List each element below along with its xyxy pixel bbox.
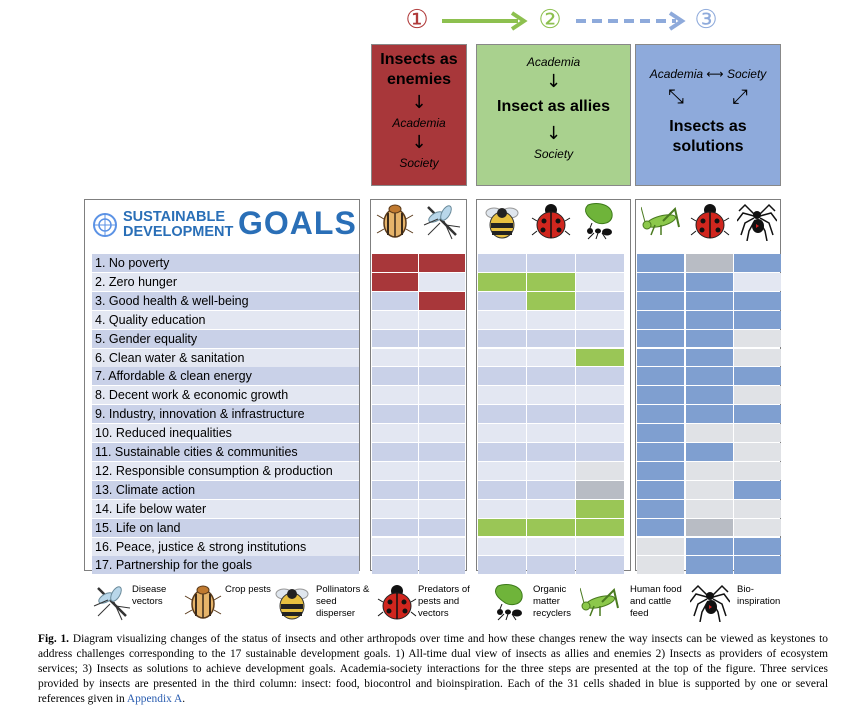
matrix-cell [527, 443, 575, 461]
matrix-cell [734, 330, 781, 348]
matrix-cell [686, 519, 733, 537]
matrix-cell [372, 254, 418, 272]
matrix-cell [419, 538, 465, 556]
matrix-cell [478, 462, 526, 480]
panel-insects-as-allies [476, 44, 631, 186]
matrix-cell [478, 538, 526, 556]
matrix-cell [637, 462, 684, 480]
matrix-cell [478, 556, 526, 574]
panel1-title: Insects as enemies [380, 51, 458, 88]
matrix-cell [527, 292, 575, 310]
matrix-cell [686, 443, 733, 461]
goal-row: 1. No poverty [92, 254, 359, 272]
matrix-cell [419, 292, 465, 310]
matrix-cell [478, 273, 526, 291]
matrix-cell [527, 311, 575, 329]
matrix-cell [527, 349, 575, 367]
potato-beetle-icon [183, 582, 223, 627]
matrix-cell [527, 367, 575, 385]
sdg-logo-goals: GOALS [238, 205, 357, 241]
matrix-cell [734, 386, 781, 404]
caption-end: . [182, 693, 186, 705]
matrix-cell [686, 254, 733, 272]
sdg-logo-line2: DEVELOPMENT [123, 224, 234, 240]
matrix-cell [734, 500, 781, 518]
ladybird-icon [527, 201, 575, 249]
panel-insects-as-solutions [635, 44, 781, 186]
matrix-cell [734, 292, 781, 310]
goal-row: 6. Clean water & sanitation [92, 349, 359, 367]
matrix-cell [734, 405, 781, 423]
matrix-cell [686, 481, 733, 499]
matrix-cell [686, 386, 733, 404]
matrix-cell [527, 424, 575, 442]
legend-label: Crop pests [225, 584, 271, 595]
spider-icon [734, 201, 779, 249]
matrix-cell [686, 462, 733, 480]
matrix-cell [372, 349, 418, 367]
goal-row: 2. Zero hunger [92, 273, 359, 291]
ladybird-icon [686, 201, 733, 249]
matrix-cell [478, 386, 526, 404]
matrix-cell [686, 556, 733, 574]
matrix-cell [372, 311, 418, 329]
solid-arrow-icon [440, 10, 532, 32]
matrix-cell [637, 500, 684, 518]
matrix-cell [372, 367, 418, 385]
bumblebee-icon [272, 582, 312, 627]
panel2-academia: Academia [526, 55, 581, 69]
potato-beetle-icon [372, 201, 418, 249]
matrix-cell [576, 443, 624, 461]
goal-row: 13. Climate action [92, 481, 359, 499]
matrix-cell [576, 481, 624, 499]
goal-row: 5. Gender equality [92, 330, 359, 348]
matrix-cell [686, 330, 733, 348]
goal-row: 11. Sustainable cities & communities [92, 443, 359, 461]
matrix-cell [372, 519, 418, 537]
matrix-cell [372, 292, 418, 310]
matrix-cell [419, 500, 465, 518]
sdg-logo-line1: SUSTAINABLE [123, 209, 226, 225]
goal-row: 15. Life on land [92, 519, 359, 537]
panel3-title-line2: solutions [672, 138, 744, 155]
matrix-cell [576, 254, 624, 272]
matrix-cell [734, 367, 781, 385]
ladybird-icon [377, 582, 417, 627]
matrix-cell [527, 254, 575, 272]
step-3-marker: ③ [694, 5, 718, 35]
matrix-cell [478, 500, 526, 518]
matrix-cell [734, 462, 781, 480]
matrix-cell [637, 349, 684, 367]
matrix-cell [419, 424, 465, 442]
matrix-cell [419, 481, 465, 499]
panel2-society: Society [533, 147, 574, 161]
goal-row: 10. Reduced inequalities [92, 424, 359, 442]
matrix-cell [478, 311, 526, 329]
matrix-cell [372, 424, 418, 442]
matrix-cell [478, 254, 526, 272]
matrix-cell [419, 556, 465, 574]
matrix-cell [637, 481, 684, 499]
matrix-cell [576, 273, 624, 291]
matrix-cell [372, 556, 418, 574]
matrix-cell [686, 424, 733, 442]
matrix-cell [734, 481, 781, 499]
goal-row: 9. Industry, innovation & infrastructure [92, 405, 359, 423]
matrix-cell [527, 386, 575, 404]
goal-row: 4. Quality education [92, 311, 359, 329]
matrix-cell [576, 462, 624, 480]
matrix-cell [576, 330, 624, 348]
legend-label: Bio-inspiration [737, 584, 781, 607]
matrix-cell [419, 405, 465, 423]
matrix-cell [478, 292, 526, 310]
matrix-cell [372, 330, 418, 348]
panel3-title-line1: Insects as [669, 118, 747, 135]
matrix-cell [686, 273, 733, 291]
diagonal-arrow-icon: ⤢ [732, 84, 748, 108]
matrix-cell [527, 462, 575, 480]
grasshopper-icon [637, 201, 684, 249]
matrix-cell [372, 273, 418, 291]
legend-label: Organic matter recyclers [533, 584, 572, 619]
matrix-cell [637, 538, 684, 556]
caption-text: Diagram visualizing changes of the status of insects and other arthropods over time and how these changes renew the way insects can be viewed as keystones to address challenges corresponding to the 17 sustainable development goals. 1) All-time dual view of insects as allies and enemies 2) Insects as providers of ecosystem services; 3) Insects as solutions to achieve development goals. Academia-society interactions for the three steps are presented at the top of the figure. Three services provided by insects are presented in the third column: insect: food, biocontrol and bioinspiration. Each of the 31 cells shaded in blue is supported by one or several references given in [38, 633, 828, 705]
matrix-cell [419, 349, 465, 367]
matrix-cell [576, 556, 624, 574]
matrix-cell [637, 311, 684, 329]
panel2-title: Insect as allies [497, 98, 610, 115]
matrix-cell [576, 349, 624, 367]
matrix-cell [686, 367, 733, 385]
matrix-cell [527, 273, 575, 291]
legend-label: Human food and cattle feed [630, 584, 682, 619]
matrix-cell [419, 254, 465, 272]
goal-row: 12. Responsible consumption & production [92, 462, 359, 480]
matrix-cell [637, 254, 684, 272]
caption-label: Fig. 1. [38, 633, 70, 645]
matrix-cell [478, 330, 526, 348]
ant-leaf-icon [490, 582, 530, 627]
matrix-cell [637, 292, 684, 310]
matrix-cell [372, 481, 418, 499]
grasshopper-icon [580, 582, 620, 627]
matrix-cell [478, 519, 526, 537]
matrix-cell [419, 330, 465, 348]
matrix-cell [576, 519, 624, 537]
matrix-cell [734, 538, 781, 556]
matrix-cell [419, 386, 465, 404]
matrix-cell [419, 519, 465, 537]
matrix-cell [734, 424, 781, 442]
matrix-cell [576, 292, 624, 310]
matrix-cell [527, 405, 575, 423]
ant-leaf-icon [576, 201, 624, 249]
matrix-cell [478, 367, 526, 385]
un-emblem-icon [92, 212, 118, 243]
diagonal-arrow-icon: ⤡ [668, 84, 684, 108]
goal-row: 17. Partnership for the goals [92, 556, 359, 574]
matrix-cell [686, 311, 733, 329]
matrix-cell [734, 443, 781, 461]
legend-label: Disease vectors [132, 584, 167, 607]
spider-icon [690, 582, 730, 627]
matrix-cell [637, 519, 684, 537]
goal-row: 14. Life below water [92, 500, 359, 518]
matrix-cell [372, 500, 418, 518]
legend-label: Pollinators & seed disperser [316, 584, 370, 619]
matrix-cell [372, 386, 418, 404]
matrix-cell [686, 349, 733, 367]
step-2-marker: ② [538, 5, 562, 35]
matrix-cell [576, 386, 624, 404]
panel1-society: Society [399, 156, 439, 170]
matrix-cell [372, 538, 418, 556]
step-1-marker: ① [405, 5, 429, 35]
matrix-cell [527, 481, 575, 499]
matrix-cell [734, 556, 781, 574]
matrix-cell [419, 462, 465, 480]
matrix-cell [734, 349, 781, 367]
matrix-cell [686, 292, 733, 310]
matrix-cell [637, 424, 684, 442]
matrix-cell [637, 386, 684, 404]
matrix-cell [576, 424, 624, 442]
matrix-cell [576, 538, 624, 556]
matrix-cell [419, 443, 465, 461]
matrix-cell [478, 405, 526, 423]
matrix-cell [478, 349, 526, 367]
matrix-cell [478, 443, 526, 461]
matrix-cell [527, 330, 575, 348]
matrix-cell [478, 481, 526, 499]
dashed-arrow-icon [572, 10, 690, 32]
matrix-cell [478, 424, 526, 442]
matrix-cell [637, 367, 684, 385]
matrix-cell [527, 538, 575, 556]
down-arrow-icon: ↓ [411, 92, 427, 113]
matrix-cell [637, 273, 684, 291]
down-arrow-icon: ↓ [545, 123, 562, 144]
matrix-cell [372, 405, 418, 423]
legend-label: Predators of pests and vectors [418, 584, 470, 619]
matrix-cell [734, 254, 781, 272]
matrix-cell [527, 500, 575, 518]
matrix-cell [686, 500, 733, 518]
sdg-logo-text [123, 210, 233, 240]
goal-row: 7. Affordable & clean energy [92, 367, 359, 385]
matrix-cell [372, 462, 418, 480]
matrix-cell [686, 405, 733, 423]
matrix-cell [419, 367, 465, 385]
matrix-cell [527, 519, 575, 537]
matrix-cell [576, 311, 624, 329]
mosquito-icon [92, 582, 132, 627]
matrix-cell [686, 538, 733, 556]
matrix-cell [637, 330, 684, 348]
goal-row: 16. Peace, justice & strong institutions [92, 538, 359, 556]
panel-insects-as-enemies [371, 44, 467, 186]
matrix-cell [576, 405, 624, 423]
figure-caption [38, 632, 828, 707]
down-arrow-icon: ↓ [411, 132, 427, 153]
matrix-cell [734, 273, 781, 291]
panel3-society: Society [726, 67, 767, 81]
goal-row: 8. Decent work & economic growth [92, 386, 359, 404]
bumblebee-icon [478, 201, 526, 249]
appendix-link[interactable]: Appendix A [126, 693, 183, 705]
matrix-cell [734, 519, 781, 537]
goal-row: 3. Good health & well-being [92, 292, 359, 310]
mosquito-icon [419, 201, 465, 249]
double-arrow-icon: ⟷ [706, 67, 724, 81]
matrix-cell [576, 500, 624, 518]
matrix-cell [576, 367, 624, 385]
matrix-cell [419, 311, 465, 329]
matrix-cell [372, 443, 418, 461]
panel3-academia: Academia [649, 67, 704, 81]
matrix-cell [419, 273, 465, 291]
matrix-cell [637, 443, 684, 461]
panel1-academia: Academia [392, 116, 446, 130]
matrix-cell [527, 556, 575, 574]
matrix-cell [734, 311, 781, 329]
matrix-cell [637, 556, 684, 574]
matrix-cell [637, 405, 684, 423]
down-arrow-icon: ↓ [545, 71, 562, 92]
